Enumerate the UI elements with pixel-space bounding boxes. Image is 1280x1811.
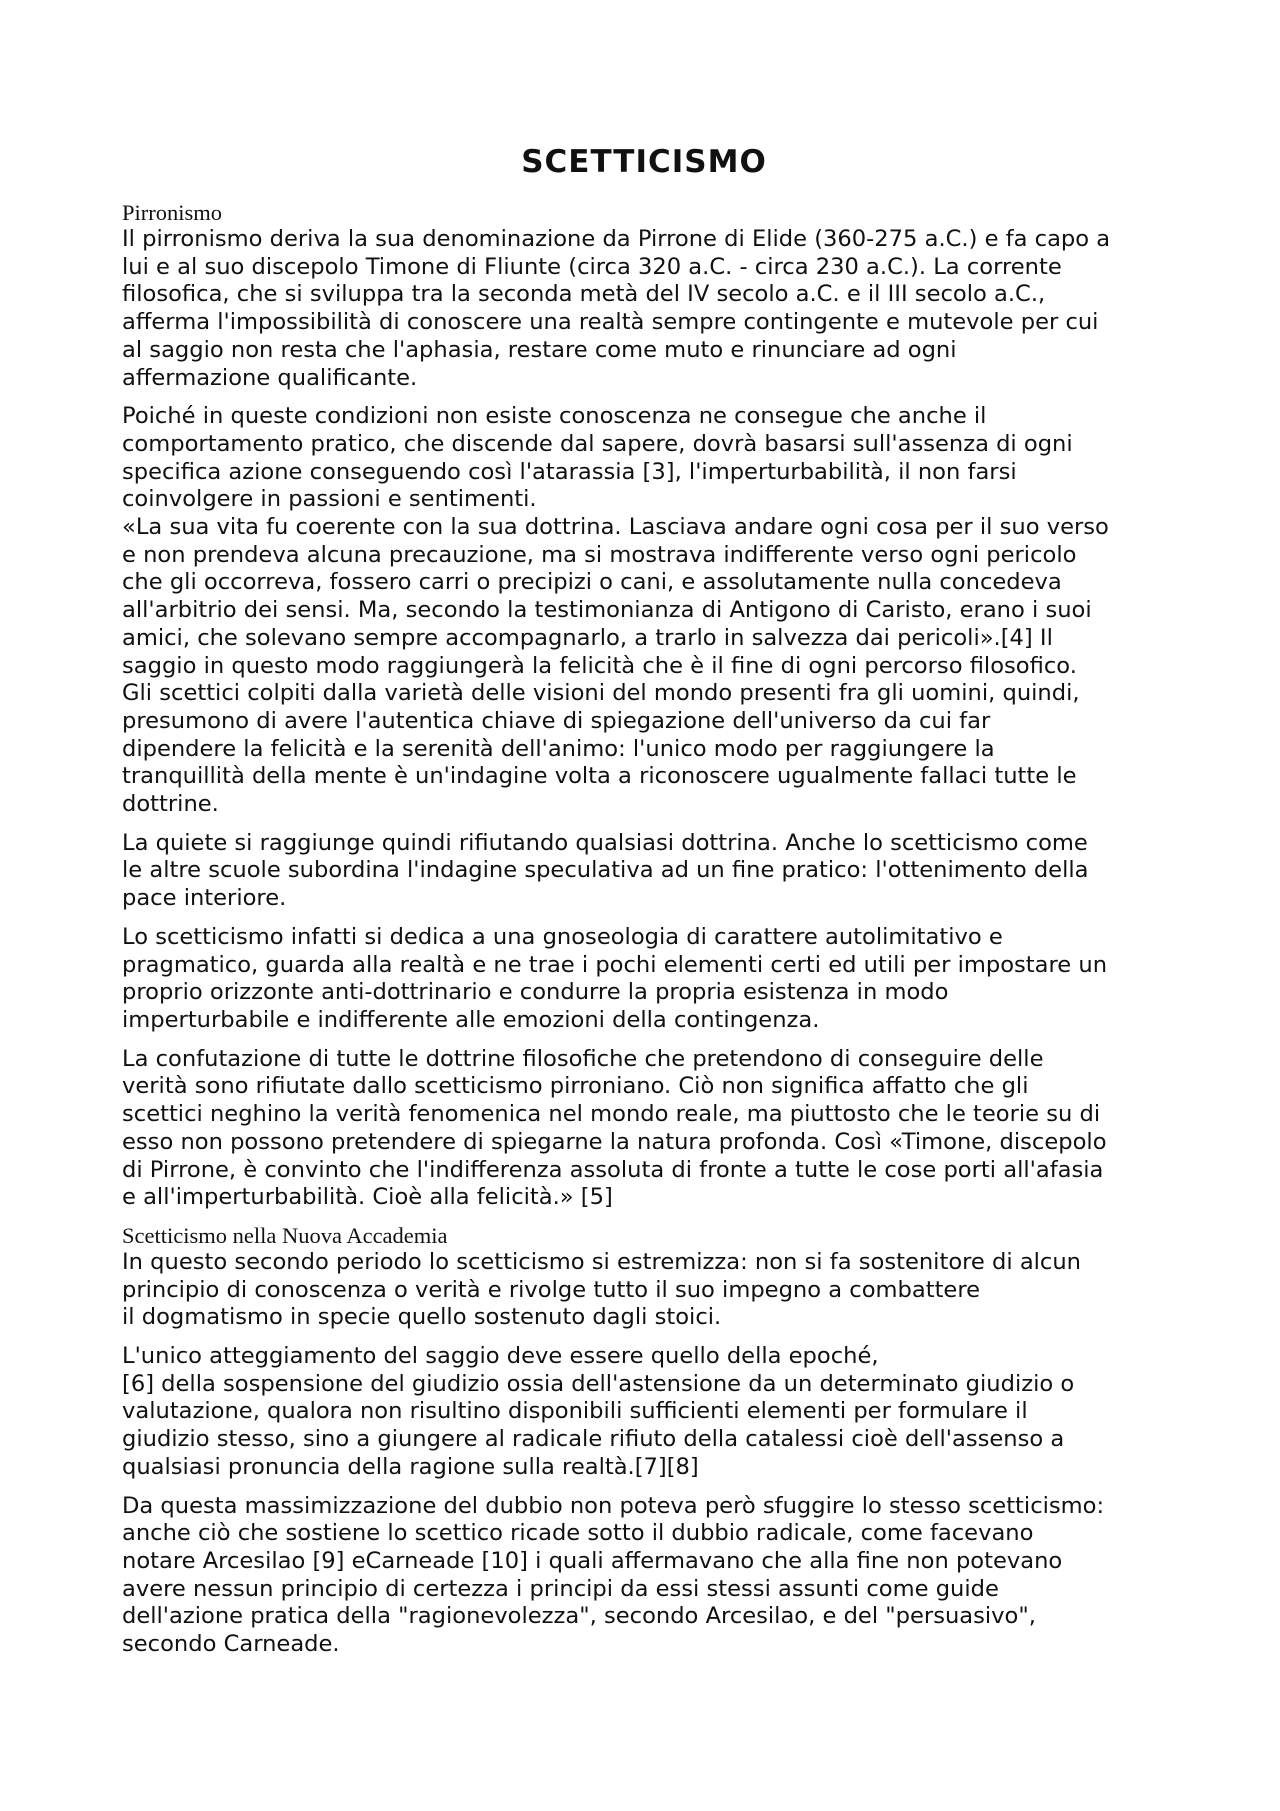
paragraph: In questo secondo periodo lo scetticismo si estremizza: non si fa sostenitore di alcun principio di conoscenza o verità e rivolge tutto il suo impegno a combattere il dogmatismo in specie quello sostenuto dagli stoici. [122,1248,1081,1331]
paragraph: L'unico atteggiamento del saggio deve essere quello della epoché, [6] della sospensione del giudizio ossia dell'astensione da un determinato giudizio o valutazione, qualora non risultino disponibili sufficienti elementi per formulare il giudizio stesso, sino a giungere al radicale rifiuto della catalessi cioè dell'assenso a qualsiasi pronuncia della ragione sulla realtà.[7][8] [122,1343,1075,1480]
paragraph: La quiete si raggiunge quindi rifiutando qualsiasi dottrina. Anche lo scetticismo come le altre scuole subordina l'indagine speculativa ad un fine pratico: l'ottenimento della pace interiore. [122,829,1089,912]
document-page [122,142,1166,1670]
section-heading-pirronismo: Pirronismo [122,200,223,225]
document-title: SCETTICISMO [521,144,767,180]
paragraph: Il pirronismo deriva la sua denominazione da Pirrone di Elide (360-275 a.C.) e fa capo a lui e al suo discepolo Timone di Fliunte (circa 320 a.C. - circa 230 a.C.). La corrente filosofica, che si sviluppa tra la seconda metà del IV secolo a.C. e il III secolo a.C., afferma l'impossibilità di conoscere una realtà sempre contingente e mutevole per cui al saggio non resta che l'aphasia, restare come muto e rinunciare ad ogni affermazione qualificante. [122,226,1111,391]
paragraph: Da questa massimizzazione del dubbio non poteva però sfuggire lo stesso scetticismo: anche ciò che sostiene lo scettico ricade sotto il dubbio radicale, come facevano notare Arcesilao [9] eCarneade [10] i quali affermavano che alla fine non potevano avere nessun principio di certezza i principi da essi stessi assunti come guide dell'azione pratica della "ragionevolezza", secondo Arcesilao, e del "persuasivo", secondo Carneade. [122,1492,1105,1658]
paragraph: Lo scetticismo infatti si dedica a una gnoseologia di carattere autolimitativo e pragmatico, guarda alla realtà e ne trae i pochi elementi certi ed utili per impostare un proprio orizzonte anti-dottrinario e condurre la propria esistenza in modo imperturbabile e indifferente alle emozioni della contingenza. [122,923,1108,1033]
paragraph: Poiché in queste condizioni non esiste conoscenza ne consegue che anche il comportamento pratico, che discende dal sapere, dovrà basarsi sull'assenza di ogni specifica azione conseguendo così l'atarassia [3], l'imperturbabilità, il non farsi coinvolgere in passioni e sentimenti. «La sua vita fu coerente con la sua dottrina. Lasciava andare ogni cosa per il suo verso e non prendeva alcuna precauzione, ma si mostrava indifferente verso ogni pericolo che gli occorreva, fossero carri o precipizi o cani, e assolutamente nulla concedeva all'arbitrio dei sensi. Ma, secondo la testimonianza di Antigono di Caristo, erano i suoi amici, che solevano sempre accompagnarlo, a trarlo in salvezza dai pericoli».[4] Il saggio in questo modo raggiungerà la felicità che è il fine di ogni percorso filosofico. Gli scettici colpiti dalla varietà delle visioni del mondo presenti fra gli uomini, quindi, presumono di avere l'autentica chiave di spiegazione dell'universo da cui far dipendere la felicità e la serenità dell'animo: l'unico modo per raggiungere la tranquillità della mente è un'indagine volta a riconoscere ugualmente fallaci tutte le dottrine. [122,403,1109,818]
section-heading-nuova-accademia: Scetticismo nella Nuova Accademia [122,1222,448,1248]
paragraph: La confutazione di tutte le dottrine filosofiche che pretendono di conseguire delle verità sono rifiutate dallo scetticismo pirroniano. Ciò non significa affatto che gli scettici neghino la verità fenomenica nel mondo reale, ma piuttosto che le teorie su di esso non possono pretendere di spiegarne la natura profonda. Così «Timone, discepolo di Pirrone, è convinto che l'indifferenza assoluta di fronte a tutte le cose porti all'afasia e all'imperturbabilità. Cioè alla felicità.» [5] [122,1045,1107,1211]
